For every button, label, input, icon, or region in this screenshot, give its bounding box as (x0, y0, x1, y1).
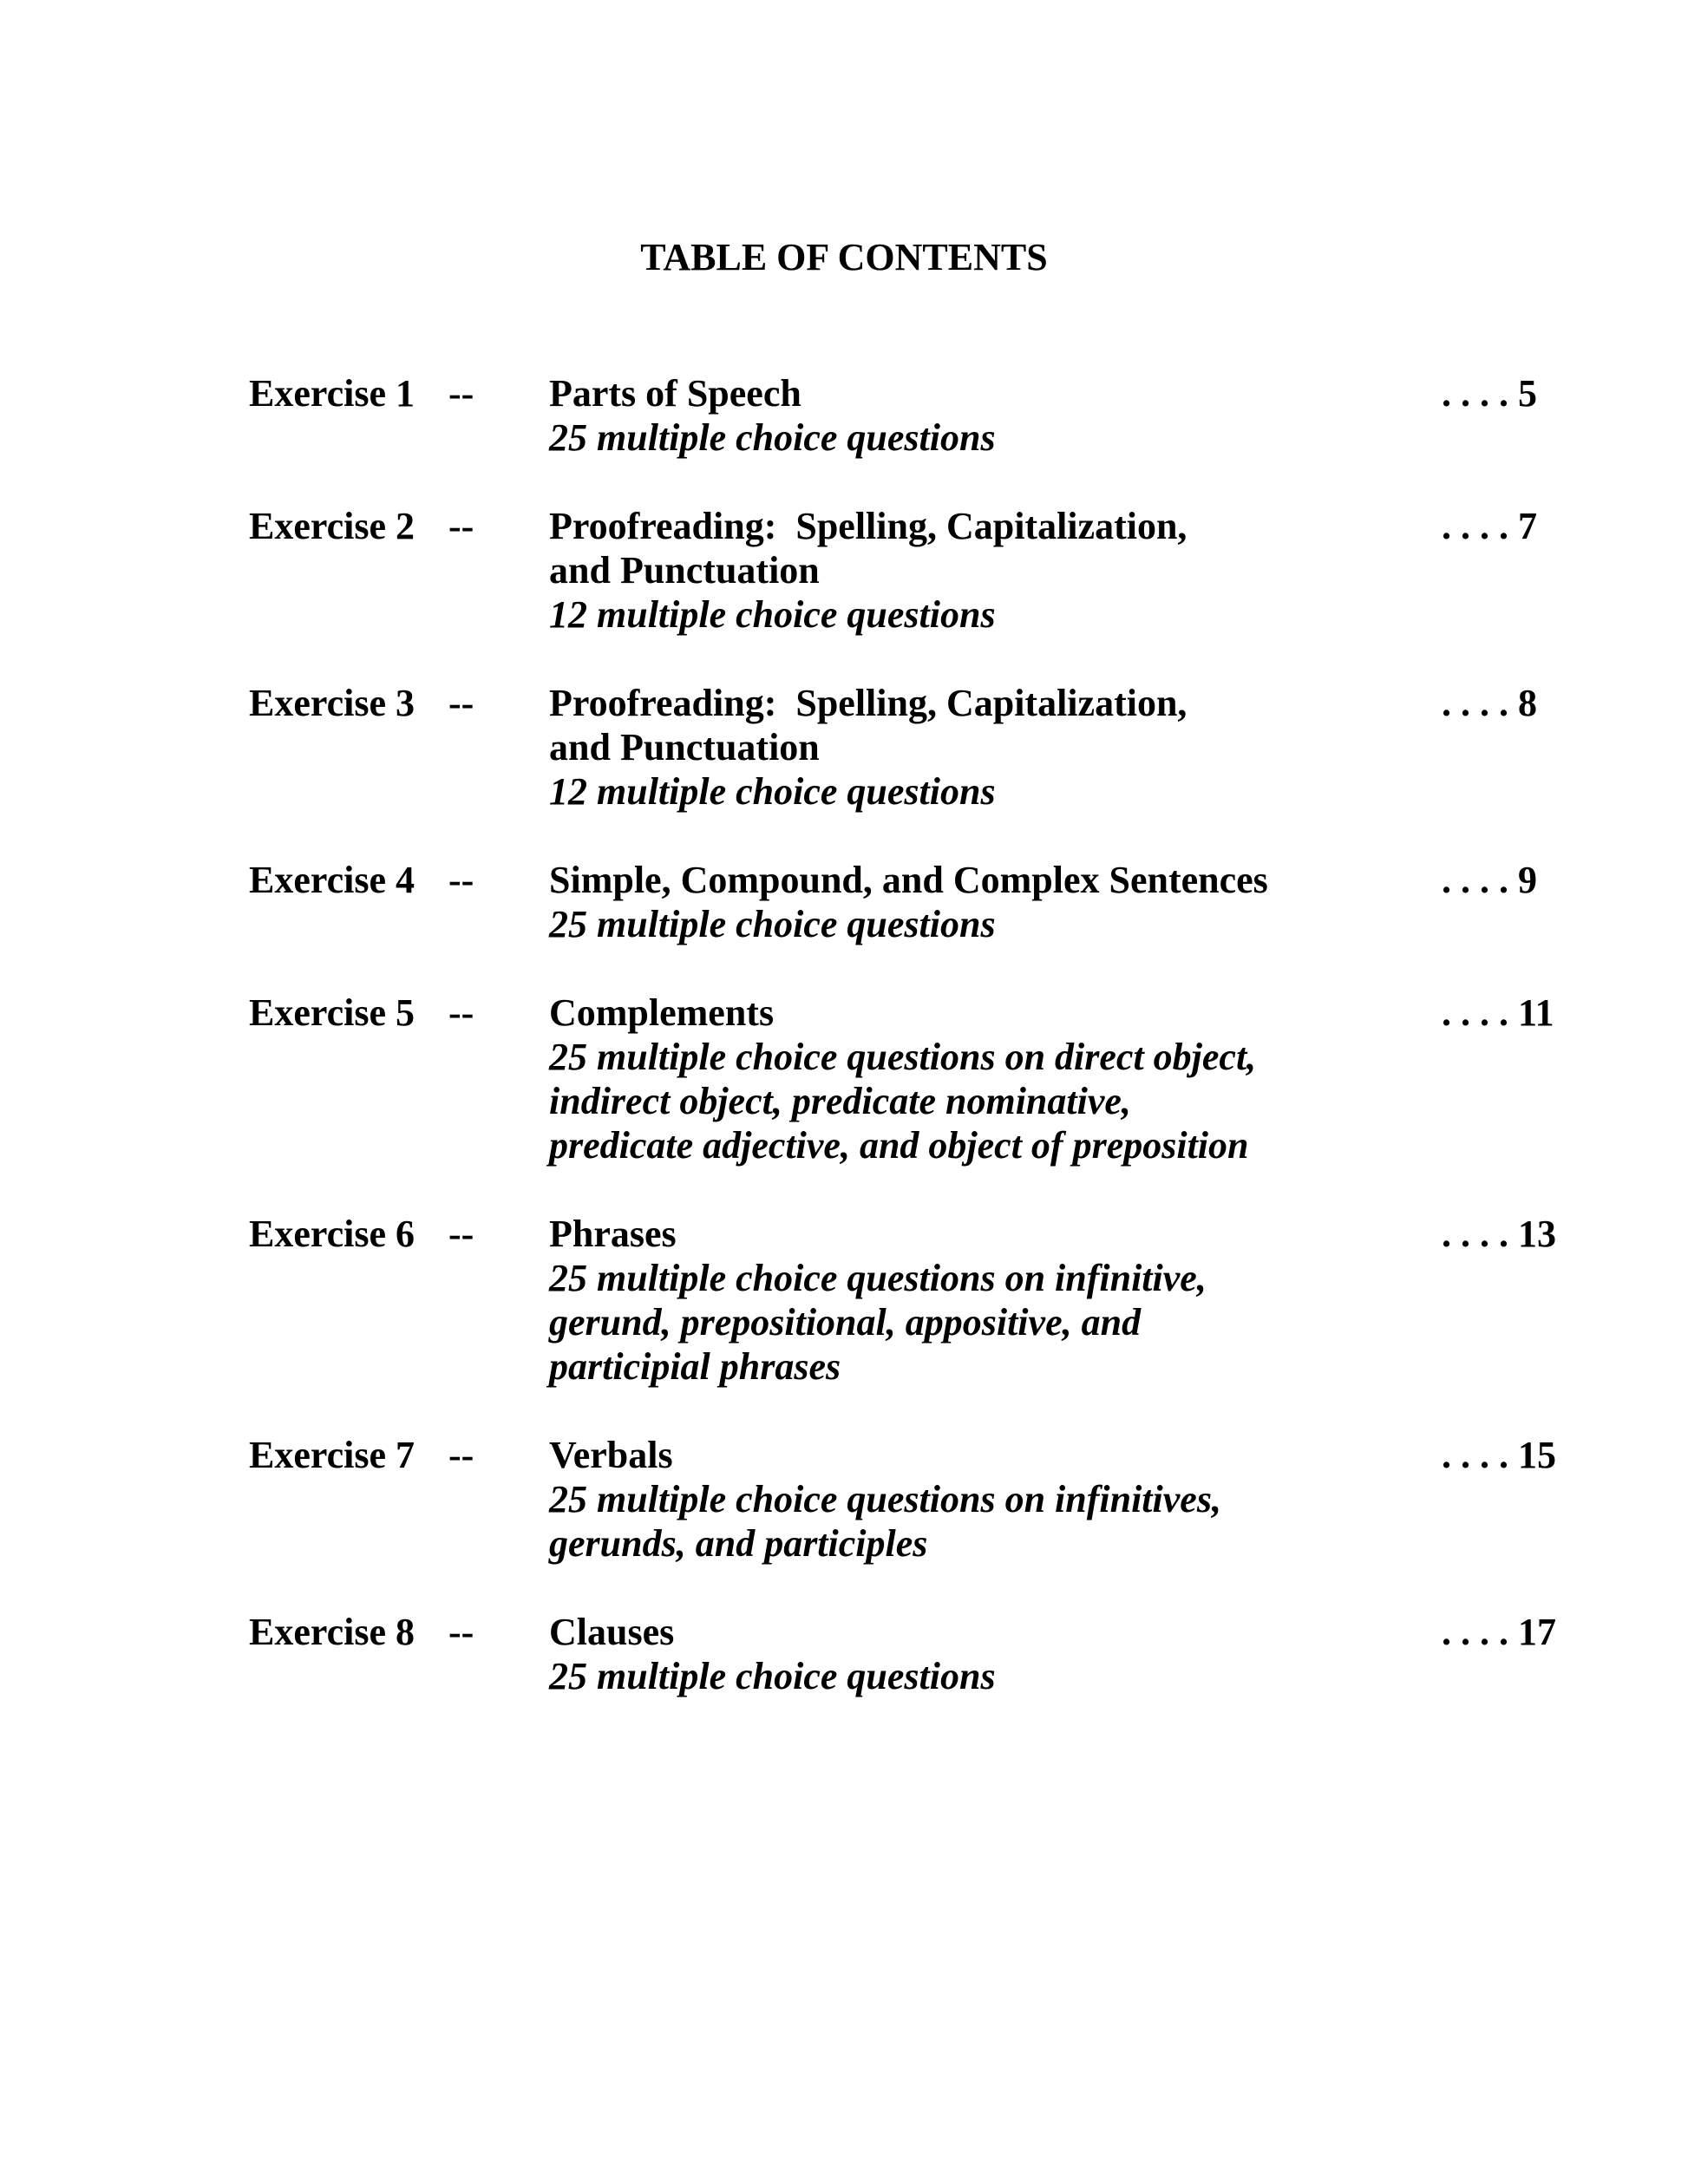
exercise-label: Exercise 5 (249, 991, 415, 1034)
entry-title-line: and Punctuation (549, 549, 820, 592)
entry-description-line: indirect object, predicate nominative, (549, 1080, 1131, 1122)
dot-leader: . . . . (1442, 859, 1508, 901)
entry-title-line: Proofreading: Spelling, Capitalization, (549, 682, 1187, 724)
entry-title-line: and Punctuation (549, 726, 820, 768)
toc-entry (249, 1212, 1688, 1389)
page-reference (1442, 991, 1688, 1035)
page-reference (1442, 1212, 1688, 1256)
entry-content (549, 504, 1442, 637)
entry-content (549, 371, 1442, 460)
page-number: 8 (1518, 682, 1537, 724)
page-number: 7 (1518, 505, 1537, 547)
toc-entry (249, 681, 1688, 814)
entry-description-line: predicate adjective, and object of preposition (549, 1124, 1249, 1167)
entry-content (549, 991, 1442, 1167)
page-reference (1442, 504, 1688, 548)
toc-entry (249, 1433, 1688, 1566)
entry-description-line: 25 multiple choice questions on infinitives, (549, 1478, 1221, 1520)
page-number: 9 (1518, 859, 1537, 901)
exercise-label: Exercise 6 (249, 1213, 415, 1255)
toc-entries (249, 371, 1688, 1698)
page-number: 17 (1518, 1611, 1556, 1653)
exercise-label: Exercise 7 (249, 1434, 415, 1476)
entry-title-line: Verbals (549, 1434, 673, 1476)
toc-entry (249, 1610, 1688, 1698)
entry-title-line: Clauses (549, 1611, 675, 1653)
entry-description-line: 12 multiple choice questions (549, 593, 996, 636)
dot-leader: . . . . (1442, 372, 1508, 415)
dot-leader: . . . . (1442, 991, 1508, 1034)
page-title: TABLE OF CONTENTS (640, 236, 1048, 278)
exercise-dash: -- (448, 991, 474, 1034)
entry-content (549, 858, 1442, 946)
toc-entry (249, 858, 1688, 946)
entry-description-line: 25 multiple choice questions on direct object, (549, 1036, 1257, 1078)
exercise-dash: -- (448, 1611, 474, 1653)
dot-leader: . . . . (1442, 1434, 1508, 1476)
exercise-label: Exercise 4 (249, 859, 415, 901)
page-number: 15 (1518, 1434, 1556, 1476)
dot-leader: . . . . (1442, 505, 1508, 547)
entry-content (549, 681, 1442, 814)
exercise-dash: -- (448, 1434, 474, 1476)
entry-description-line: participial phrases (549, 1345, 841, 1388)
entry-description-line: gerunds, and participles (549, 1522, 928, 1565)
dot-leader: . . . . (1442, 1213, 1508, 1255)
dot-leader: . . . . (1442, 1611, 1508, 1653)
entry-title-line: Complements (549, 991, 775, 1034)
entry-title-line: Proofreading: Spelling, Capitalization, (549, 505, 1187, 547)
entry-description-line: 25 multiple choice questions (549, 903, 996, 945)
page-number: 11 (1518, 991, 1554, 1034)
exercise-label: Exercise 1 (249, 372, 415, 415)
entry-content (549, 1610, 1442, 1698)
exercise-dash: -- (448, 372, 474, 415)
entry-title-line: Parts of Speech (549, 372, 801, 415)
page-reference (1442, 858, 1688, 902)
toc-entry (249, 504, 1688, 637)
page-number: 13 (1518, 1213, 1556, 1255)
exercise-label: Exercise 8 (249, 1611, 415, 1653)
exercise-label: Exercise 3 (249, 682, 415, 724)
page-reference (1442, 1433, 1688, 1477)
page-reference (1442, 681, 1688, 725)
page-number: 5 (1518, 372, 1537, 415)
entry-description-line: 12 multiple choice questions (549, 770, 996, 813)
toc-entry (249, 371, 1688, 460)
exercise-dash: -- (448, 1213, 474, 1255)
entry-content (549, 1433, 1442, 1566)
entry-title-line: Simple, Compound, and Complex Sentences (549, 859, 1268, 901)
page-reference (1442, 1610, 1688, 1654)
entry-description-line: 25 multiple choice questions (549, 1655, 996, 1697)
exercise-label: Exercise 2 (249, 505, 415, 547)
entry-description-line: 25 multiple choice questions on infinitive, (549, 1257, 1207, 1299)
toc-entry (249, 991, 1688, 1167)
entry-content (549, 1212, 1442, 1389)
exercise-dash: -- (448, 682, 474, 724)
entry-description-line: gerund, prepositional, appositive, and (549, 1301, 1142, 1344)
entry-description-line: 25 multiple choice questions (549, 416, 996, 459)
page-reference (1442, 371, 1688, 415)
dot-leader: . . . . (1442, 682, 1508, 724)
entry-title-line: Phrases (549, 1213, 677, 1255)
exercise-dash: -- (448, 859, 474, 901)
exercise-dash: -- (448, 505, 474, 547)
